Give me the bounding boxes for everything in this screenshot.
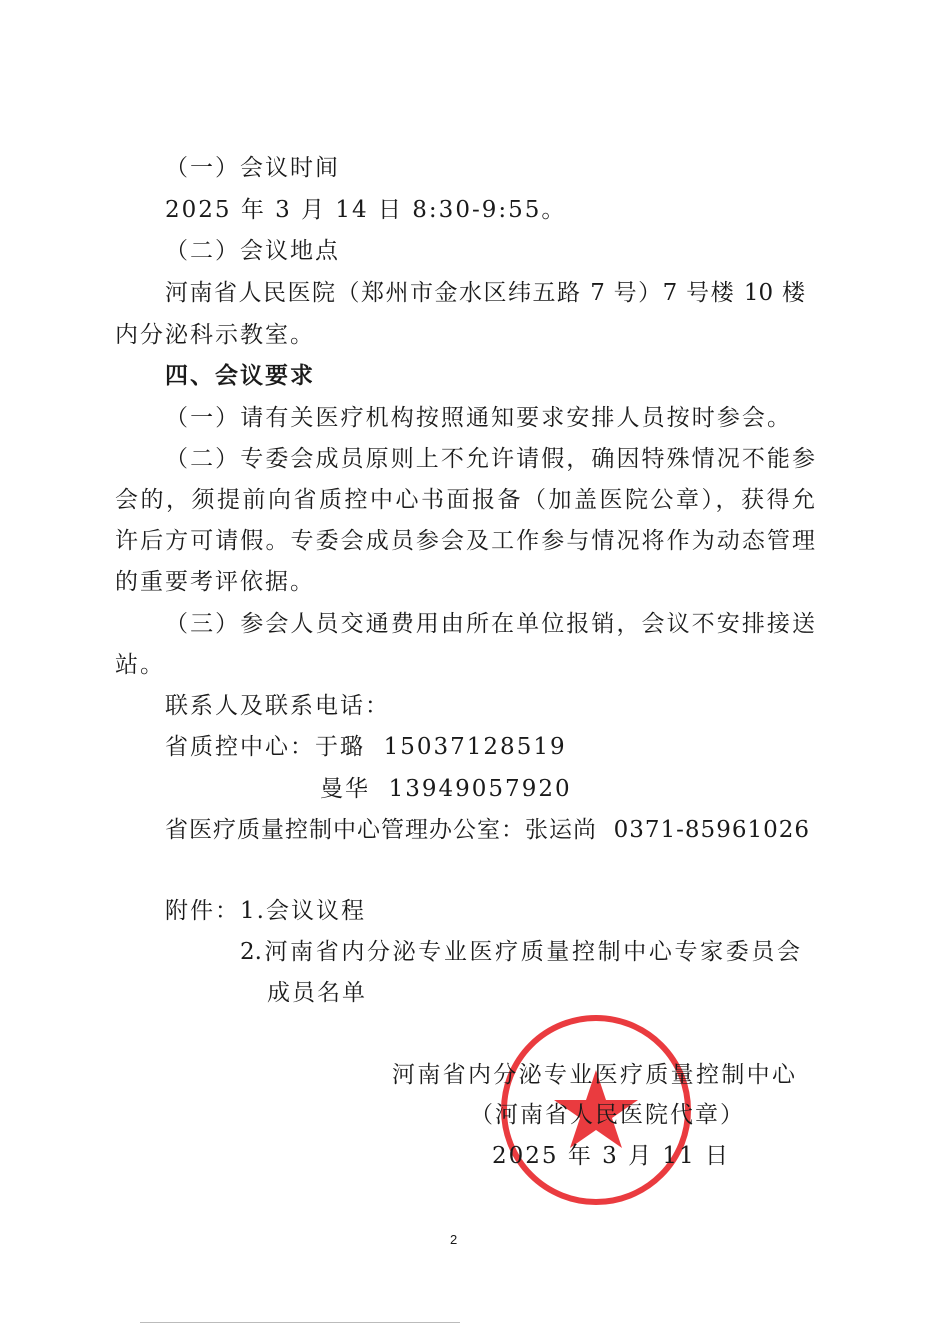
attachment-2: 2.河南省内分泌专业医疗质量控制中心专家委员会	[240, 939, 800, 965]
requirement-3-line1: （三）参会人员交通费用由所在单位报销，会议不安排接送	[165, 611, 815, 637]
signing-proxy-seal: （河南省人民医院代章）	[470, 1102, 745, 1128]
signing-date: 2025 年 3 月 11 日	[492, 1143, 730, 1169]
section-place-heading: （二）会议地点	[165, 238, 340, 264]
requirement-2-line4: 的重要考评依据。	[115, 569, 315, 595]
meeting-time: 2025 年 3 月 14 日 8:30-9:55。	[165, 197, 567, 223]
contact-2: 曼华 13949057920	[320, 776, 572, 802]
scan-edge-line	[140, 1322, 460, 1323]
meeting-place-line1: 河南省人民医院（郑州市金水区纬五路 7 号）7 号楼 10 楼	[165, 280, 805, 306]
requirement-2-line3: 许后方可请假。专委会成员参会及工作参与情况将作为动态管理	[115, 528, 815, 554]
requirement-3-line2: 站。	[115, 652, 165, 678]
attachment-2-cont: 成员名单	[267, 980, 367, 1006]
section-time-heading: （一）会议时间	[165, 155, 340, 181]
requirement-1: （一）请有关医疗机构按照通知要求安排人员按时参会。	[165, 405, 790, 431]
requirement-2-line1: （二）专委会成员原则上不允许请假，确因特殊情况不能参	[165, 446, 815, 472]
requirement-2-line2: 会的，须提前向省质控中心书面报备（加盖医院公章），获得允	[115, 487, 815, 513]
contact-3: 省医疗质量控制中心管理办公室：张运尚 0371-85961026	[165, 817, 810, 843]
signing-organization: 河南省内分泌专业医疗质量控制中心	[392, 1062, 795, 1088]
attachment-1: 附件：1.会议议程	[165, 898, 366, 924]
contact-1: 省质控中心：于璐 15037128519	[165, 734, 567, 760]
contact-heading: 联系人及联系电话：	[165, 693, 390, 719]
section-requirements-heading: 四、会议要求	[165, 363, 315, 389]
meeting-place-line2: 内分泌科示教室。	[115, 322, 315, 348]
page-number: 2	[450, 1232, 458, 1247]
